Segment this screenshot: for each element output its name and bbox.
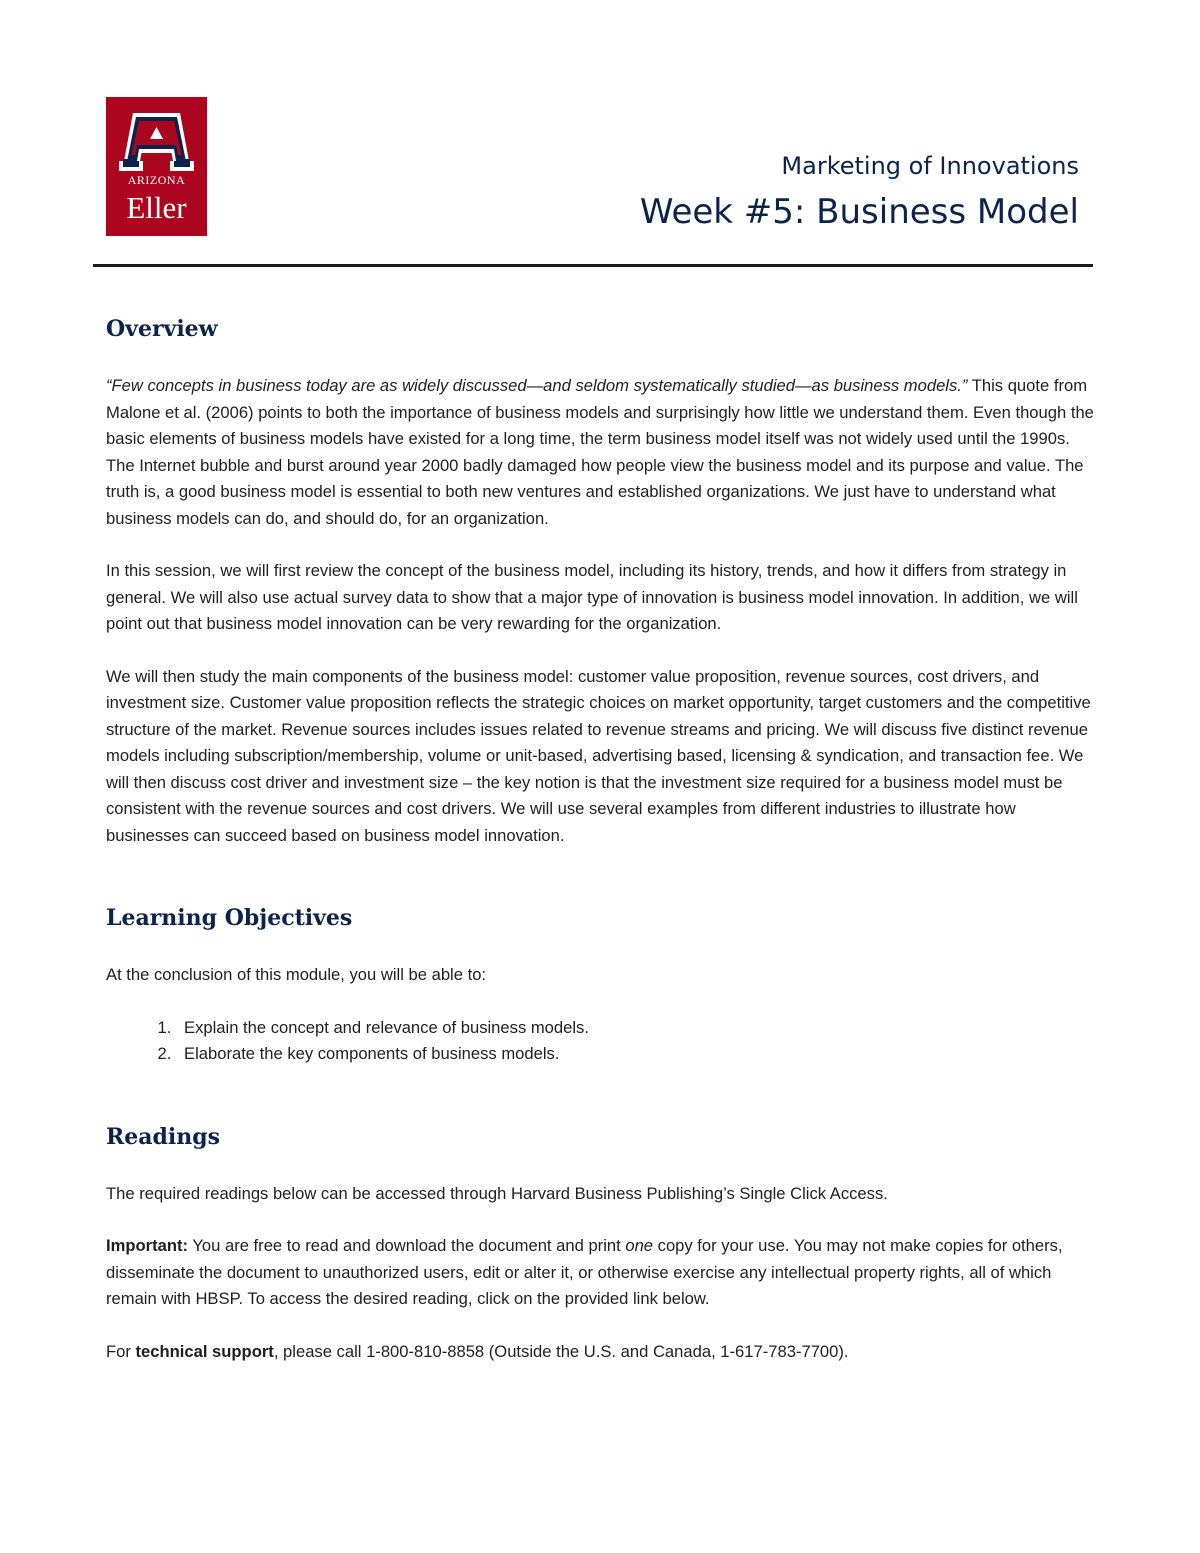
objectives-list	[106, 1015, 1096, 1068]
logo-eller-text: Eller	[126, 190, 187, 225]
ua-eller-logo	[106, 97, 207, 236]
course-title: Marketing of Innovations	[781, 152, 1079, 180]
malone-quote: “Few concepts in business today are as widely discussed—and seldom systematically studied—as business models.”	[106, 376, 968, 395]
learning-objectives-heading: Learning Objectives	[106, 905, 353, 931]
important-text-b: copy for your use. You may not make copies for others, disseminate the document to unauthorized users, edit or alter it, or otherwise exercise any intellectual property rights, all of which remain with HBSP. To access the desired reading, click on the provided link below.	[106, 1236, 1063, 1308]
one-emphasis: one	[625, 1236, 654, 1255]
support-text-a: For	[106, 1341, 136, 1361]
overview-paragraph-3: We will then study the main components of the business model: customer value proposition, revenue sources, cost drivers, and investment size. Customer value proposition reflects the strategic choices on market opportunity, target customers and the competitive structure of the market. Revenue sources includes issues related to revenue streams and pricing. We will discuss five distinct revenue models including subscription/membership, volume or unit-based, advertising based, licensing & syndication, and transaction fee. We will then discuss cost driver and investment size – the key notion is that the investment size required for a business model must be consistent with the revenue sources and cost drivers. We will use several examples from different industries to illustrate how businesses can succeed based on business model innovation.	[106, 666, 1091, 845]
week-title: Week #5: Business Model	[639, 192, 1079, 232]
header-divider	[93, 264, 1093, 267]
block-a-icon	[106, 97, 207, 177]
overview-paragraph-1	[106, 373, 1096, 532]
technical-support-paragraph	[106, 1339, 1096, 1366]
important-text-a: You are free to read and download the document and print	[188, 1236, 626, 1255]
logo-arizona-text: ARIZONA	[127, 173, 186, 187]
objectives-intro: At the conclusion of this module, you will be able to:	[106, 965, 487, 984]
document-body	[106, 312, 1096, 1365]
overview-paragraph-1-text: This quote from Malone et al. (2006) points to both the importance of business models and surprisingly how little we understand them. Even though the basic elements of business models have existed for a long time, the term business model itself was not widely used until the 1990s. The Internet bubble and burst around year 2000 badly damaged how people view the business model and its purpose and value. The truth is, a good business model is essential to both new ventures and established organizations. We just have to understand what business models can do, and should do, for an organization.	[106, 376, 1094, 528]
overview-heading: Overview	[106, 316, 218, 342]
technical-support-label: technical support	[135, 1341, 274, 1361]
readings-important-paragraph	[106, 1233, 1096, 1313]
important-label: Important:	[106, 1236, 189, 1255]
readings-access-paragraph: The required readings below can be accessed through Harvard Business Publishing’s Single Click Access.	[106, 1183, 888, 1203]
objective-item: 2. Elaborate the key components of business models.	[176, 1041, 1096, 1068]
support-text-b: , please call 1-800-810-8858 (Outside the U.S. and Canada, 1-617-783-7700).	[273, 1341, 849, 1361]
objective-item: 1. Explain the concept and relevance of business models.	[176, 1015, 1096, 1042]
readings-heading: Readings	[106, 1123, 221, 1150]
overview-paragraph-2: In this session, we will first review the concept of the business model, including its history, trends, and how it differs from strategy in general. We will also use actual survey data to show that a major type of innovation is business model innovation. In addition, we will point out that business model innovation can be very rewarding for the organization.	[106, 561, 1078, 633]
